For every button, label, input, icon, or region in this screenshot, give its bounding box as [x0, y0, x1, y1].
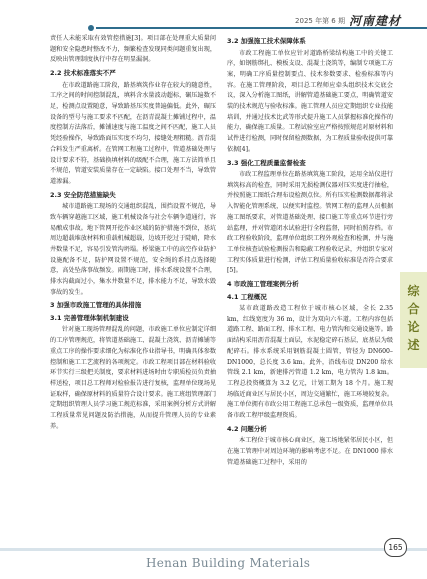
section-heading: 3.2 加强施工技术保障体系 — [227, 37, 306, 45]
footer-journal-title: Henan Building Materials — [146, 556, 311, 570]
body-paragraph: 针对施工现场管理混乱的问题，市政施工单位应制定详细的工序管理规范，将管道基础施工、混凝土浇筑、沥青摊铺等重点工序的操作要求细化为标准化作业指导书，明确具体参数控制和施工工艺流程的各项规定。市政工程项目部在材料验收环节实行三级把关制度，要求材料进场时由专职质检员负责抽样送检，项目总工程师对检验报告进行复核，监理单位现场见证取样，确保原材料的质量符合设计要求。施工班组管理部门定期组织管理人员学习施工规范标准，采用案例分析方式讲解工程质量常见问题及防治措施，从而提升管理人员的专业素养。 — [50, 326, 216, 430]
body-paragraph: 在市政道路施工阶段，路基填筑作业存在较大的随意性，工序之间的时间控制混乱，填料含水量波动超标，碾压遍数不足，检测点设置随意，导致路基压实度普遍偏低。此外，碾压设备的型号与施工要求不匹配，在沥青混凝土摊铺过程中，温度控制方法落后，摊铺速度与施工温度之间不匹配，施工人员凭经验操作，导致路面压实度不均匀，接缝处理粗糙。沥青混合料发生严重离析。在管网工程施工过程中，管道基础处理与设计要求不符，基础换填材料的级配不合理，施工方法简单且不规范，管道安装质量存在一定缺陷。接口处理不当，导致管道渗漏。 — [50, 81, 216, 185]
side-tab-label — [406, 282, 421, 354]
issue-label: 2025 年第 6 期 — [295, 17, 345, 25]
body-paragraph: 市政工程施工单位应针对道路桥梁结构施工中的关键工序，如钢筋绑扎、模板支设、混凝土浇筑等，编制专项施工方案，明确工序质量控制要点、技术参数要求、检验标准等内容。在施工管理阶段，项目总工程师应牵头组织技术交底会议，深入分析施工图纸，讲解管道基础施工要点，明确管道安装的技术规范与验收标准。施工管理人员应定期组织专业技能培训，并通过技术比武等形式提升施工人员掌握标准化操作的能力，确保施工质量。工程试验室应严格按照规范对原材料和试件进行检测，同时保留检测数据，为工程质量验收提供可靠依据[4]。 — [227, 49, 393, 153]
left-column — [50, 34, 216, 537]
right-column — [227, 34, 393, 537]
body-paragraph: 市政工程监理单位在路基填筑施工阶段，运用全站仪进行填筑标高的检查，同时采用无损检测仪器对压实度进行抽检，并按照施工图纸合理布设检测点位。所有压实检测数据都将录入智能化管理系统，以便实时监控。管网工程的监理人员根据施工图纸要求，对管道基础处理、接口施工等重点环节进行旁站监理，并对管道闭水试验进行全程监督，同时拍照存档。市政工程验收阶段，监理单位组织工程外观检查和检测，并与施工单位核查试验检测报告和隐蔽工程验收记录，并组织专家对工程实体质量进行检测，评估工程质量验收标准是否符合要求[5]。 — [227, 171, 393, 275]
side-tab-char: 合 — [407, 302, 420, 316]
page-number: 165 — [384, 538, 407, 557]
body-paragraph: 本工程位于城市核心商业区，施工场地紧邻居民小区，但在施工管理中对周边环境的影响考虑不足。在 DN1000 排水管道基础施工过程中，采用的 — [227, 437, 393, 466]
section-heading: 2.3 安全防范措施缺失 — [50, 190, 116, 199]
section-heading: 4 市政施工管理案例分析 — [227, 280, 299, 289]
body-paragraph: 城市道路施工现场的交通组织混乱，围挡设置不规范，导致车辆穿越施工区域，施工机械设备与社会车辆争道通行，容易酿成事故。地下管网开挖作业区域的防护措施不到位，基坑周边超载堆放材料和重载机械超载，边坡开挖过于陡峭，降水井数量不足，容易引发管沟坍塌。桥梁施工中的高空作业防护设施配备不足，防护网设置不规范，安全绳的系挂点选择随意，高处坠落事故频发。雨期施工时，排水系统设置不合理，排水沟截面过小，集水井数量不足，排水能力不足，导致水毁事故的发生。 — [50, 203, 216, 296]
section-heading: 2.2 技术标准落实不严 — [50, 69, 116, 78]
journal-title: 河南建材 — [348, 14, 401, 28]
header-ornament-dot — [88, 25, 94, 31]
body-paragraph: 责任人未能采取有效管控措施[3]。项目部在处理重大质量问题和安全隐患时整改不力，频繁检查发现同类问题重复出现，反映出管理制度执行中存在明显漏洞。 — [50, 35, 216, 64]
section-heading: 3.3 强化工程质量监督检查 — [227, 158, 306, 167]
section-heading: 4.1 工程概况 — [227, 292, 267, 301]
section-heading: 3.1 完善管理体制机制建设 — [50, 313, 129, 322]
section-heading: 3 加强市政施工管理的具体措施 — [50, 301, 142, 310]
page-header — [0, 0, 427, 30]
footer-band — [0, 548, 427, 551]
body-paragraph: 某市政道路改造工程位于城市核心区域，全长 2.35 km，红线宽度为 36 m，设计为双向六车道。工程内容包括道路工程、路面工程、排水工程、电力管沟和交通设施等。路面结构采用沥青混凝土面层，水泥稳定碎石基层，底基层为级配碎石。排水系统采用钢筋混凝土圆管，管径为 DN600–DN1000，总长度 3.6 km。此外，沿线布设 DN200 给水管线 2.1 km，新建排污管道 1.2 km，电力管沟 1.8 km。工程总投资概算为 3.2 亿元，计划工期为 18 个月。施工现场临近商业区与居民小区，周边交通繁忙，施工环境较复杂。施工单位拥有市政公用工程施工总承包一级资质，监理单位具备市政工程甲级监理资质。 — [227, 305, 393, 420]
section-side-tab — [400, 0, 427, 579]
side-tab-char: 综 — [407, 284, 420, 298]
section-heading: 4.2 问题分析 — [227, 424, 267, 433]
side-tab-char: 述 — [407, 338, 420, 352]
side-tab-char: 论 — [407, 320, 420, 334]
